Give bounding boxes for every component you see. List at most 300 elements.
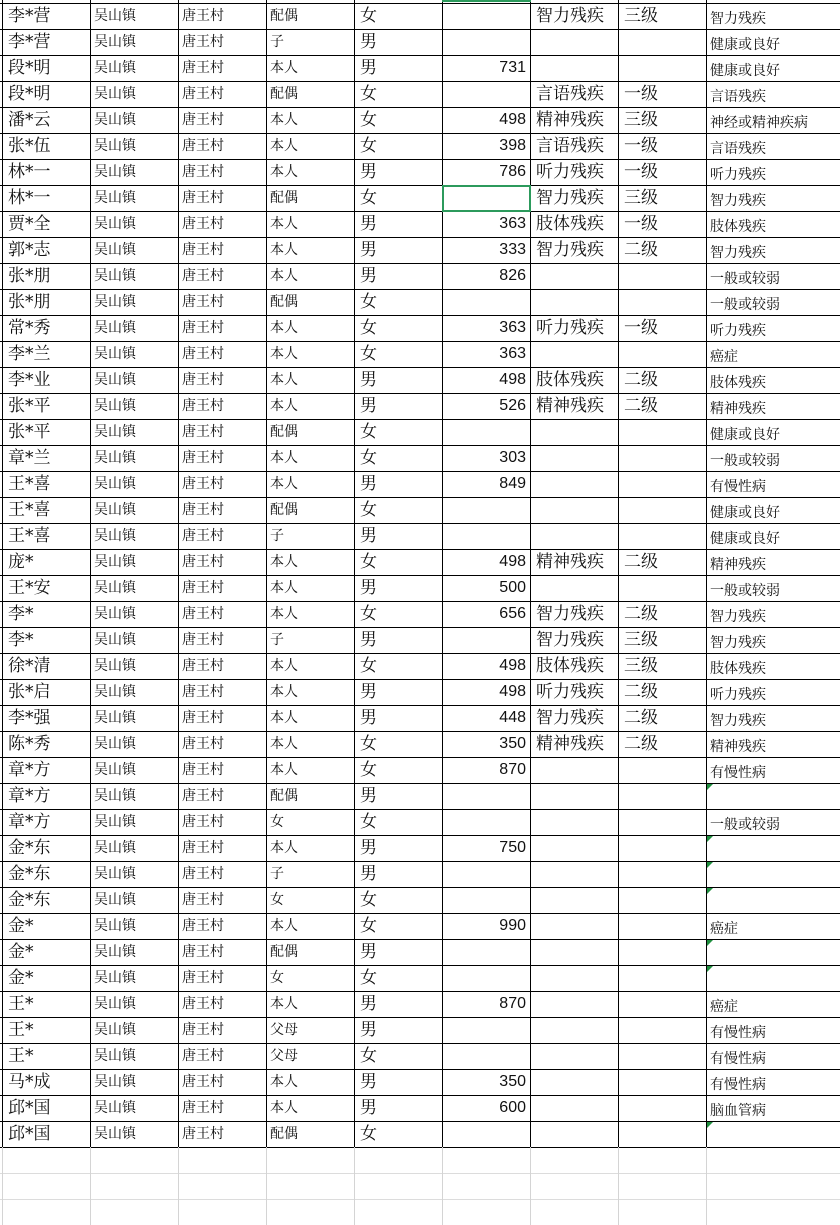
relation-cell[interactable]: 本人 xyxy=(270,736,298,752)
amount-cell[interactable] xyxy=(442,627,530,653)
health-status-cell[interactable]: 听力残疾 xyxy=(710,323,766,339)
disability-type-cell[interactable] xyxy=(530,419,618,445)
gender-cell[interactable]: 男 xyxy=(360,1020,377,1040)
gender-cell[interactable]: 男 xyxy=(360,214,377,234)
gender-cell[interactable]: 男 xyxy=(360,1072,377,1092)
name-cell[interactable]: 郭*志 xyxy=(8,240,51,260)
health-status-cell[interactable]: 智力残疾 xyxy=(710,713,766,729)
village-cell[interactable]: 唐王村 xyxy=(182,450,224,466)
town-cell[interactable]: 吴山镇 xyxy=(94,450,136,466)
disability-type-cell[interactable] xyxy=(530,1017,618,1043)
disability-level-cell[interactable] xyxy=(618,991,706,1017)
gender-cell[interactable]: 男 xyxy=(360,630,377,650)
name-cell[interactable]: 李* xyxy=(8,604,34,624)
village-cell[interactable]: 唐王村 xyxy=(182,138,224,154)
town-cell[interactable]: 吴山镇 xyxy=(94,866,136,882)
village-cell[interactable]: 唐王村 xyxy=(182,164,224,180)
health-status-cell[interactable] xyxy=(706,783,840,809)
health-status-cell[interactable] xyxy=(706,1121,840,1147)
disability-type-cell[interactable]: 智力残疾 xyxy=(536,630,604,650)
town-cell[interactable]: 吴山镇 xyxy=(94,944,136,960)
health-status-cell[interactable]: 一般或较弱 xyxy=(710,271,780,287)
name-cell[interactable]: 李*营 xyxy=(8,32,51,52)
health-status-cell[interactable]: 智力残疾 xyxy=(710,193,766,209)
gender-cell[interactable]: 女 xyxy=(360,734,377,754)
name-cell[interactable]: 章*方 xyxy=(8,760,51,780)
disability-level-cell[interactable] xyxy=(618,263,706,289)
amount-cell[interactable] xyxy=(442,809,530,835)
disability-type-cell[interactable] xyxy=(530,835,618,861)
village-cell[interactable]: 唐王村 xyxy=(182,8,224,24)
town-cell[interactable]: 吴山镇 xyxy=(94,996,136,1012)
village-cell[interactable]: 唐王村 xyxy=(182,216,224,232)
disability-level-cell[interactable]: 三级 xyxy=(624,110,658,130)
village-cell[interactable]: 唐王村 xyxy=(182,658,224,674)
health-status-cell[interactable]: 癌症 xyxy=(710,349,738,365)
disability-type-cell[interactable] xyxy=(530,1043,618,1069)
relation-cell[interactable]: 配偶 xyxy=(270,86,298,102)
amount-cell[interactable] xyxy=(442,965,530,991)
town-cell[interactable]: 吴山镇 xyxy=(94,762,136,778)
gender-cell[interactable]: 女 xyxy=(360,552,377,572)
village-cell[interactable]: 唐王村 xyxy=(182,320,224,336)
town-cell[interactable]: 吴山镇 xyxy=(94,86,136,102)
gender-cell[interactable]: 女 xyxy=(360,6,377,26)
gender-cell[interactable]: 男 xyxy=(360,240,377,260)
health-status-cell[interactable]: 肢体残疾 xyxy=(710,219,766,235)
name-cell[interactable]: 段*明 xyxy=(8,58,51,78)
village-cell[interactable]: 唐王村 xyxy=(182,528,224,544)
disability-level-cell[interactable]: 一级 xyxy=(624,162,658,182)
disability-level-cell[interactable] xyxy=(618,757,706,783)
disability-type-cell[interactable] xyxy=(530,783,618,809)
name-cell[interactable]: 王*安 xyxy=(8,578,51,598)
amount-cell[interactable] xyxy=(442,289,530,315)
name-cell[interactable]: 金*东 xyxy=(8,890,51,910)
disability-type-cell[interactable] xyxy=(530,445,618,471)
town-cell[interactable]: 吴山镇 xyxy=(94,190,136,206)
disability-type-cell[interactable] xyxy=(530,263,618,289)
village-cell[interactable]: 唐王村 xyxy=(182,710,224,726)
village-cell[interactable]: 唐王村 xyxy=(182,372,224,388)
name-cell[interactable]: 段*明 xyxy=(8,84,51,104)
gender-cell[interactable]: 女 xyxy=(360,188,377,208)
relation-cell[interactable]: 配偶 xyxy=(270,788,298,804)
town-cell[interactable]: 吴山镇 xyxy=(94,60,136,76)
gender-cell[interactable]: 女 xyxy=(360,136,377,156)
disability-type-cell[interactable] xyxy=(530,55,618,81)
disability-level-cell[interactable] xyxy=(618,965,706,991)
relation-cell[interactable]: 本人 xyxy=(270,840,298,856)
disability-type-cell[interactable]: 精神残疾 xyxy=(536,396,604,416)
health-status-cell[interactable]: 言语残疾 xyxy=(710,141,766,157)
disability-type-cell[interactable]: 听力残疾 xyxy=(536,318,604,338)
disability-type-cell[interactable] xyxy=(530,575,618,601)
disability-level-cell[interactable]: 三级 xyxy=(624,656,658,676)
amount-cell[interactable]: 786 xyxy=(499,163,526,180)
amount-cell[interactable]: 363 xyxy=(499,215,526,232)
name-cell[interactable]: 张*朋 xyxy=(8,266,51,286)
village-cell[interactable]: 唐王村 xyxy=(182,60,224,76)
disability-type-cell[interactable] xyxy=(530,29,618,55)
town-cell[interactable]: 吴山镇 xyxy=(94,580,136,596)
name-cell[interactable]: 金* xyxy=(8,916,34,936)
village-cell[interactable]: 唐王村 xyxy=(182,970,224,986)
amount-cell[interactable] xyxy=(442,497,530,523)
name-cell[interactable]: 王* xyxy=(8,1046,34,1066)
gender-cell[interactable]: 男 xyxy=(360,838,377,858)
gender-cell[interactable]: 男 xyxy=(360,786,377,806)
village-cell[interactable]: 唐王村 xyxy=(182,1022,224,1038)
relation-cell[interactable]: 女 xyxy=(270,970,284,986)
disability-type-cell[interactable]: 智力残疾 xyxy=(536,6,604,26)
disability-type-cell[interactable] xyxy=(530,913,618,939)
name-cell[interactable]: 李*业 xyxy=(8,370,51,390)
town-cell[interactable]: 吴山镇 xyxy=(94,788,136,804)
town-cell[interactable]: 吴山镇 xyxy=(94,34,136,50)
gender-cell[interactable]: 女 xyxy=(360,812,377,832)
disability-type-cell[interactable] xyxy=(530,991,618,1017)
disability-type-cell[interactable] xyxy=(530,887,618,913)
town-cell[interactable]: 吴山镇 xyxy=(94,398,136,414)
village-cell[interactable]: 唐王村 xyxy=(182,632,224,648)
town-cell[interactable]: 吴山镇 xyxy=(94,814,136,830)
town-cell[interactable]: 吴山镇 xyxy=(94,502,136,518)
gender-cell[interactable]: 女 xyxy=(360,84,377,104)
village-cell[interactable]: 唐王村 xyxy=(182,1074,224,1090)
relation-cell[interactable]: 父母 xyxy=(270,1048,298,1064)
town-cell[interactable]: 吴山镇 xyxy=(94,970,136,986)
relation-cell[interactable]: 本人 xyxy=(270,138,298,154)
village-cell[interactable]: 唐王村 xyxy=(182,294,224,310)
town-cell[interactable]: 吴山镇 xyxy=(94,892,136,908)
amount-cell[interactable] xyxy=(442,1121,530,1147)
amount-cell[interactable]: 870 xyxy=(499,761,526,778)
gender-cell[interactable]: 女 xyxy=(360,500,377,520)
village-cell[interactable]: 唐王村 xyxy=(182,684,224,700)
town-cell[interactable]: 吴山镇 xyxy=(94,294,136,310)
disability-level-cell[interactable] xyxy=(618,471,706,497)
village-cell[interactable]: 唐王村 xyxy=(182,814,224,830)
relation-cell[interactable]: 本人 xyxy=(270,242,298,258)
disability-level-cell[interactable]: 二级 xyxy=(624,240,658,260)
disability-type-cell[interactable] xyxy=(530,289,618,315)
health-status-cell[interactable]: 智力残疾 xyxy=(710,635,766,651)
relation-cell[interactable]: 女 xyxy=(270,892,284,908)
village-cell[interactable]: 唐王村 xyxy=(182,840,224,856)
amount-cell[interactable]: 448 xyxy=(499,709,526,726)
town-cell[interactable]: 吴山镇 xyxy=(94,424,136,440)
town-cell[interactable]: 吴山镇 xyxy=(94,268,136,284)
disability-level-cell[interactable]: 二级 xyxy=(624,604,658,624)
gender-cell[interactable]: 男 xyxy=(360,162,377,182)
disability-type-cell[interactable] xyxy=(530,497,618,523)
disability-level-cell[interactable]: 二级 xyxy=(624,682,658,702)
name-cell[interactable]: 邱*国 xyxy=(8,1098,51,1118)
name-cell[interactable]: 徐*清 xyxy=(8,656,51,676)
name-cell[interactable]: 张*平 xyxy=(8,422,51,442)
health-status-cell[interactable]: 一般或较弱 xyxy=(710,583,780,599)
amount-cell[interactable] xyxy=(442,419,530,445)
amount-cell[interactable]: 750 xyxy=(499,839,526,856)
health-status-cell[interactable]: 癌症 xyxy=(710,921,738,937)
relation-cell[interactable]: 本人 xyxy=(270,658,298,674)
disability-level-cell[interactable]: 二级 xyxy=(624,708,658,728)
disability-type-cell[interactable]: 智力残疾 xyxy=(536,604,604,624)
amount-cell[interactable]: 870 xyxy=(499,995,526,1012)
gender-cell[interactable]: 男 xyxy=(360,994,377,1014)
name-cell[interactable]: 李*营 xyxy=(8,6,51,26)
relation-cell[interactable]: 子 xyxy=(270,528,284,544)
relation-cell[interactable]: 本人 xyxy=(270,710,298,726)
relation-cell[interactable]: 配偶 xyxy=(270,424,298,440)
amount-cell[interactable]: 498 xyxy=(499,111,526,128)
disability-level-cell[interactable] xyxy=(618,29,706,55)
health-status-cell[interactable]: 健康或良好 xyxy=(710,37,780,53)
name-cell[interactable]: 王*喜 xyxy=(8,500,51,520)
amount-cell[interactable]: 731 xyxy=(499,59,526,76)
village-cell[interactable]: 唐王村 xyxy=(182,268,224,284)
gender-cell[interactable]: 男 xyxy=(360,58,377,78)
health-status-cell[interactable]: 有慢性病 xyxy=(710,1077,766,1093)
amount-cell[interactable] xyxy=(442,81,530,107)
gender-cell[interactable]: 女 xyxy=(360,1124,377,1144)
amount-cell[interactable]: 600 xyxy=(499,1099,526,1116)
amount-cell[interactable]: 849 xyxy=(499,475,526,492)
disability-type-cell[interactable]: 精神残疾 xyxy=(536,110,604,130)
health-status-cell[interactable] xyxy=(706,887,840,913)
relation-cell[interactable]: 子 xyxy=(270,866,284,882)
village-cell[interactable]: 唐王村 xyxy=(182,476,224,492)
disability-type-cell[interactable] xyxy=(530,757,618,783)
amount-cell[interactable] xyxy=(442,1043,530,1069)
gender-cell[interactable]: 男 xyxy=(360,32,377,52)
amount-cell[interactable] xyxy=(442,3,530,29)
health-status-cell[interactable] xyxy=(706,835,840,861)
amount-cell[interactable]: 363 xyxy=(499,319,526,336)
disability-type-cell[interactable]: 智力残疾 xyxy=(536,708,604,728)
town-cell[interactable]: 吴山镇 xyxy=(94,1022,136,1038)
amount-cell[interactable]: 333 xyxy=(499,241,526,258)
health-status-cell[interactable]: 有慢性病 xyxy=(710,1025,766,1041)
health-status-cell[interactable]: 智力残疾 xyxy=(710,245,766,261)
town-cell[interactable]: 吴山镇 xyxy=(94,528,136,544)
amount-cell[interactable] xyxy=(442,783,530,809)
village-cell[interactable]: 唐王村 xyxy=(182,502,224,518)
relation-cell[interactable]: 配偶 xyxy=(270,190,298,206)
disability-level-cell[interactable] xyxy=(618,289,706,315)
disability-level-cell[interactable] xyxy=(618,783,706,809)
relation-cell[interactable]: 本人 xyxy=(270,554,298,570)
town-cell[interactable]: 吴山镇 xyxy=(94,242,136,258)
amount-cell[interactable] xyxy=(442,887,530,913)
amount-cell[interactable]: 498 xyxy=(499,371,526,388)
relation-cell[interactable]: 女 xyxy=(270,814,284,830)
town-cell[interactable]: 吴山镇 xyxy=(94,840,136,856)
disability-type-cell[interactable] xyxy=(530,523,618,549)
disability-level-cell[interactable] xyxy=(618,575,706,601)
village-cell[interactable]: 唐王村 xyxy=(182,996,224,1012)
disability-level-cell[interactable] xyxy=(618,341,706,367)
health-status-cell[interactable]: 听力残疾 xyxy=(710,167,766,183)
disability-level-cell[interactable]: 二级 xyxy=(624,552,658,572)
town-cell[interactable]: 吴山镇 xyxy=(94,684,136,700)
disability-level-cell[interactable] xyxy=(618,861,706,887)
disability-type-cell[interactable] xyxy=(530,1121,618,1147)
disability-type-cell[interactable] xyxy=(530,1069,618,1095)
town-cell[interactable]: 吴山镇 xyxy=(94,138,136,154)
name-cell[interactable]: 贾*全 xyxy=(8,214,51,234)
village-cell[interactable]: 唐王村 xyxy=(182,606,224,622)
disability-type-cell[interactable] xyxy=(530,1095,618,1121)
health-status-cell[interactable]: 肢体残疾 xyxy=(710,375,766,391)
relation-cell[interactable]: 本人 xyxy=(270,450,298,466)
name-cell[interactable]: 张*平 xyxy=(8,396,51,416)
health-status-cell[interactable] xyxy=(706,939,840,965)
disability-level-cell[interactable] xyxy=(618,1043,706,1069)
town-cell[interactable]: 吴山镇 xyxy=(94,632,136,648)
gender-cell[interactable]: 男 xyxy=(360,708,377,728)
disability-level-cell[interactable] xyxy=(618,1017,706,1043)
name-cell[interactable]: 林*一 xyxy=(8,188,51,208)
health-status-cell[interactable]: 精神残疾 xyxy=(710,557,766,573)
health-status-cell[interactable]: 脑血管病 xyxy=(710,1103,766,1119)
disability-level-cell[interactable] xyxy=(618,939,706,965)
amount-cell[interactable]: 526 xyxy=(499,397,526,414)
relation-cell[interactable]: 本人 xyxy=(270,268,298,284)
gender-cell[interactable]: 女 xyxy=(360,318,377,338)
gender-cell[interactable]: 男 xyxy=(360,526,377,546)
disability-level-cell[interactable]: 三级 xyxy=(624,188,658,208)
disability-type-cell[interactable]: 言语残疾 xyxy=(536,136,604,156)
gender-cell[interactable]: 女 xyxy=(360,968,377,988)
health-status-cell[interactable]: 肢体残疾 xyxy=(710,661,766,677)
disability-level-cell[interactable]: 一级 xyxy=(624,318,658,338)
town-cell[interactable]: 吴山镇 xyxy=(94,918,136,934)
amount-cell[interactable]: 990 xyxy=(499,917,526,934)
town-cell[interactable]: 吴山镇 xyxy=(94,1126,136,1142)
village-cell[interactable]: 唐王村 xyxy=(182,398,224,414)
disability-level-cell[interactable] xyxy=(618,1069,706,1095)
health-status-cell[interactable]: 听力残疾 xyxy=(710,687,766,703)
health-status-cell[interactable]: 神经或精神疾病 xyxy=(710,115,808,131)
disability-type-cell[interactable]: 肢体残疾 xyxy=(536,214,604,234)
amount-cell[interactable]: 363 xyxy=(499,345,526,362)
relation-cell[interactable]: 本人 xyxy=(270,476,298,492)
amount-cell[interactable] xyxy=(442,523,530,549)
name-cell[interactable]: 章*方 xyxy=(8,786,51,806)
gender-cell[interactable]: 女 xyxy=(360,604,377,624)
relation-cell[interactable]: 本人 xyxy=(270,346,298,362)
health-status-cell[interactable] xyxy=(706,965,840,991)
village-cell[interactable]: 唐王村 xyxy=(182,1126,224,1142)
relation-cell[interactable]: 配偶 xyxy=(270,294,298,310)
relation-cell[interactable]: 本人 xyxy=(270,1100,298,1116)
name-cell[interactable]: 李*强 xyxy=(8,708,51,728)
town-cell[interactable]: 吴山镇 xyxy=(94,216,136,232)
health-status-cell[interactable]: 一般或较弱 xyxy=(710,817,780,833)
health-status-cell[interactable]: 智力残疾 xyxy=(710,11,766,27)
village-cell[interactable]: 唐王村 xyxy=(182,190,224,206)
health-status-cell[interactable]: 健康或良好 xyxy=(710,427,780,443)
amount-cell[interactable]: 303 xyxy=(499,449,526,466)
village-cell[interactable]: 唐王村 xyxy=(182,346,224,362)
village-cell[interactable]: 唐王村 xyxy=(182,788,224,804)
disability-level-cell[interactable] xyxy=(618,887,706,913)
amount-cell[interactable]: 498 xyxy=(499,657,526,674)
village-cell[interactable]: 唐王村 xyxy=(182,892,224,908)
amount-cell[interactable]: 498 xyxy=(499,683,526,700)
disability-type-cell[interactable]: 精神残疾 xyxy=(536,552,604,572)
name-cell[interactable]: 邱*国 xyxy=(8,1124,51,1144)
name-cell[interactable]: 金*东 xyxy=(8,838,51,858)
health-status-cell[interactable]: 健康或良好 xyxy=(710,531,780,547)
disability-level-cell[interactable] xyxy=(618,55,706,81)
amount-cell[interactable] xyxy=(442,861,530,887)
town-cell[interactable]: 吴山镇 xyxy=(94,1100,136,1116)
disability-level-cell[interactable] xyxy=(618,419,706,445)
health-status-cell[interactable]: 精神残疾 xyxy=(710,739,766,755)
relation-cell[interactable]: 本人 xyxy=(270,164,298,180)
village-cell[interactable]: 唐王村 xyxy=(182,424,224,440)
health-status-cell[interactable]: 有慢性病 xyxy=(710,765,766,781)
name-cell[interactable]: 潘*云 xyxy=(8,110,51,130)
amount-cell[interactable] xyxy=(442,29,530,55)
relation-cell[interactable]: 本人 xyxy=(270,762,298,778)
village-cell[interactable]: 唐王村 xyxy=(182,762,224,778)
town-cell[interactable]: 吴山镇 xyxy=(94,346,136,362)
town-cell[interactable]: 吴山镇 xyxy=(94,606,136,622)
disability-level-cell[interactable] xyxy=(618,497,706,523)
gender-cell[interactable]: 女 xyxy=(360,344,377,364)
name-cell[interactable]: 金* xyxy=(8,968,34,988)
disability-level-cell[interactable] xyxy=(618,523,706,549)
health-status-cell[interactable]: 精神残疾 xyxy=(710,401,766,417)
village-cell[interactable]: 唐王村 xyxy=(182,86,224,102)
disability-type-cell[interactable] xyxy=(530,809,618,835)
disability-type-cell[interactable] xyxy=(530,341,618,367)
gender-cell[interactable]: 女 xyxy=(360,916,377,936)
gender-cell[interactable]: 男 xyxy=(360,370,377,390)
name-cell[interactable]: 张*启 xyxy=(8,682,51,702)
disability-level-cell[interactable]: 一级 xyxy=(624,214,658,234)
relation-cell[interactable]: 配偶 xyxy=(270,1126,298,1142)
health-status-cell[interactable] xyxy=(706,861,840,887)
gender-cell[interactable]: 男 xyxy=(360,396,377,416)
name-cell[interactable]: 庞* xyxy=(8,552,34,572)
amount-cell[interactable]: 500 xyxy=(499,579,526,596)
disability-type-cell[interactable] xyxy=(530,471,618,497)
village-cell[interactable]: 唐王村 xyxy=(182,580,224,596)
disability-type-cell[interactable]: 精神残疾 xyxy=(536,734,604,754)
village-cell[interactable]: 唐王村 xyxy=(182,1048,224,1064)
town-cell[interactable]: 吴山镇 xyxy=(94,320,136,336)
disability-type-cell[interactable] xyxy=(530,939,618,965)
amount-cell[interactable]: 498 xyxy=(499,553,526,570)
disability-level-cell[interactable]: 二级 xyxy=(624,396,658,416)
gender-cell[interactable]: 男 xyxy=(360,1098,377,1118)
disability-level-cell[interactable]: 一级 xyxy=(624,136,658,156)
name-cell[interactable]: 王*喜 xyxy=(8,526,51,546)
town-cell[interactable]: 吴山镇 xyxy=(94,554,136,570)
relation-cell[interactable]: 本人 xyxy=(270,320,298,336)
village-cell[interactable]: 唐王村 xyxy=(182,944,224,960)
relation-cell[interactable]: 本人 xyxy=(270,684,298,700)
gender-cell[interactable]: 女 xyxy=(360,656,377,676)
amount-cell[interactable] xyxy=(442,1017,530,1043)
amount-cell[interactable]: 398 xyxy=(499,137,526,154)
name-cell[interactable]: 陈*秀 xyxy=(8,734,51,754)
